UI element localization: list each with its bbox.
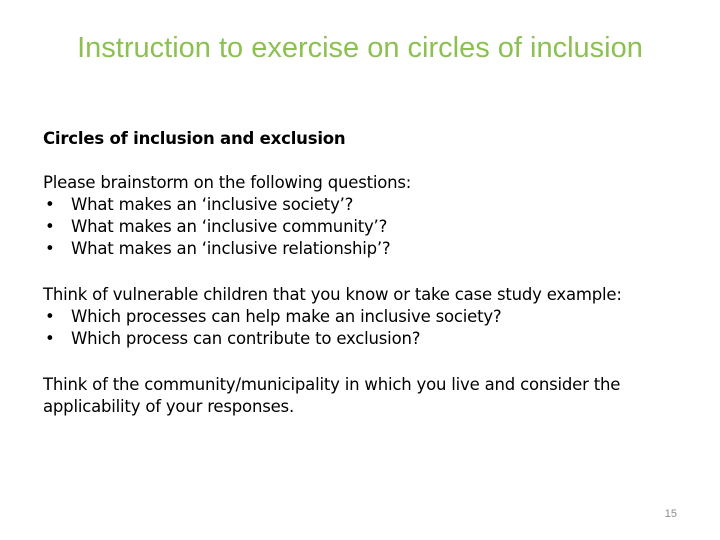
- process-bullet-list: [43, 306, 683, 350]
- closing-paragraph: Think of the community/municipality in which you live and consider the applicability of your responses.: [43, 375, 621, 416]
- bullet-text: What makes an ‘inclusive society’?: [71, 195, 354, 214]
- bullet-icon: •: [45, 307, 55, 326]
- page-number: 15: [664, 508, 677, 520]
- bullet-text: What makes an ‘inclusive community’?: [71, 217, 388, 236]
- bullet-text: Which processes can help make an inclusive society?: [71, 307, 502, 326]
- bullet-icon: •: [45, 217, 55, 236]
- vulnerable-children-intro: Think of vulnerable children that you know or take case study example:: [43, 285, 622, 304]
- section-heading: Circles of inclusion and exclusion: [43, 129, 346, 148]
- brainstorm-block: [43, 172, 683, 260]
- slide-body: [43, 128, 683, 418]
- bullet-icon: •: [45, 195, 55, 214]
- list-item: [43, 194, 683, 216]
- bullet-text: Which process can contribute to exclusion?: [71, 329, 421, 348]
- list-item: [43, 306, 683, 328]
- bullet-text: What makes an ‘inclusive relationship’?: [71, 239, 391, 258]
- brainstorm-intro: Please brainstorm on the following questions:: [43, 173, 412, 192]
- list-item: [43, 328, 683, 350]
- list-item: [43, 216, 683, 238]
- list-item: [43, 238, 683, 260]
- slide-title: Instruction to exercise on circles of inclusion: [77, 32, 643, 64]
- vulnerable-children-block: [43, 284, 683, 350]
- bullet-icon: •: [45, 239, 55, 258]
- brainstorm-bullet-list: [43, 194, 683, 260]
- bullet-icon: •: [45, 329, 55, 348]
